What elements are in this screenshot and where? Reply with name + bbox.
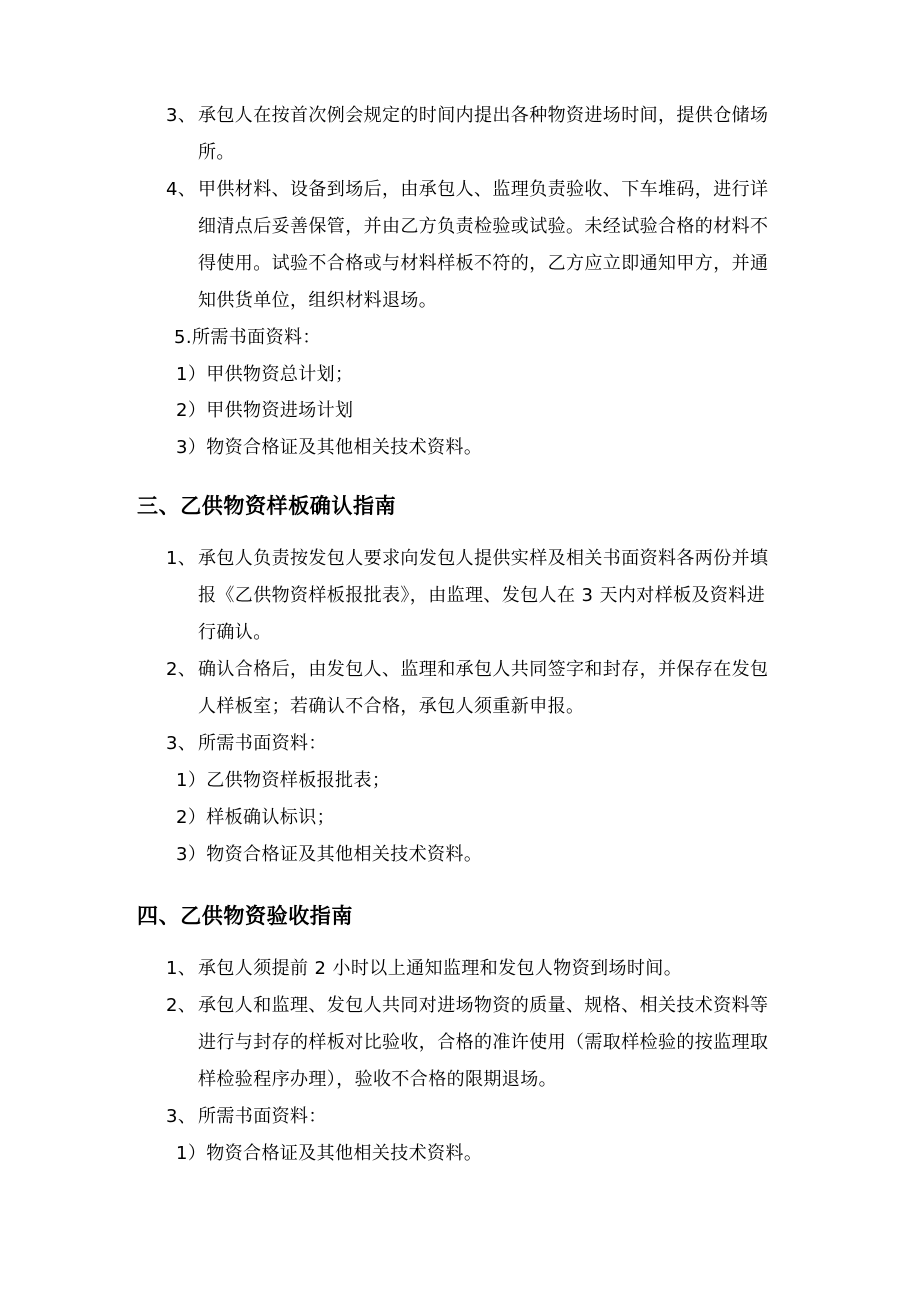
item-number: 3、 xyxy=(166,105,197,126)
paragraph-line: 所需书面资料： xyxy=(198,1106,327,1127)
item-number: 4、 xyxy=(166,179,197,200)
section-heading: 四、乙供物资验收指南 xyxy=(137,904,353,928)
item-number: 1、 xyxy=(166,548,197,569)
list-item: 3）物资合格证及其他相关技术资料。 xyxy=(176,437,483,458)
paragraph-line: 样检验程序办理），验收不合格的限期退场。 xyxy=(198,1069,557,1090)
item-number: 3、 xyxy=(166,1106,197,1127)
paragraph-line: 人样板室；若确认不合格，承包人须重新申报。 xyxy=(198,696,585,717)
list-item: 1）物资合格证及其他相关技术资料。 xyxy=(176,1143,483,1164)
paragraph-line: 进行与封存的样板对比验收，合格的准许使用（需取样检验的按监理取 xyxy=(198,1032,769,1053)
paragraph-line: 承包人负责按发包人要求向发包人提供实样及相关书面资料各两份并填 xyxy=(198,548,769,569)
paragraph-line: 知供货单位，组织材料退场。 xyxy=(198,290,438,311)
list-item: 2）样板确认标识； xyxy=(176,807,336,828)
paragraph-line: 所需书面资料： xyxy=(198,733,327,754)
paragraph-line: 承包人在按首次例会规定的时间内提出各种物资进场时间，提供仓储场 xyxy=(198,105,769,126)
paragraph-line: 行确认。 xyxy=(198,622,272,643)
list-item: 1）乙供物资样板报批表； xyxy=(176,770,391,791)
item-number: 3、 xyxy=(166,733,197,754)
paragraph-line: 得使用。试验不合格或与材料样板不符的，乙方应立即通知甲方，并通 xyxy=(198,253,769,274)
paragraph-line: 确认合格后，由发包人、监理和承包人共同签字和封存，并保存在发包 xyxy=(198,659,769,680)
paragraph-line: 细清点后妥善保管，并由乙方负责检验或试验。未经试验合格的材料不 xyxy=(198,216,769,237)
paragraph-line: 甲供材料、设备到场后，由承包人、监理负责验收、下车堆码，进行详 xyxy=(198,179,769,200)
paragraph-line: 承包人和监理、发包人共同对进场物资的质量、规格、相关技术资料等 xyxy=(198,995,769,1016)
list-item: 1）甲供物资总计划； xyxy=(176,364,354,385)
paragraph-line: 承包人须提前 2 小时以上通知监理和发包人物资到场时间。 xyxy=(198,958,683,979)
item-number: 1、 xyxy=(166,958,197,979)
section-heading: 三、乙供物资样板确认指南 xyxy=(137,494,397,518)
item-number: 2、 xyxy=(166,995,197,1016)
paragraph-line: 5.所需书面资料： xyxy=(174,327,321,348)
list-item: 3）物资合格证及其他相关技术资料。 xyxy=(176,844,483,865)
list-item: 2）甲供物资进场计划 xyxy=(176,400,354,421)
paragraph-line: 所。 xyxy=(198,142,235,163)
paragraph-line: 报《乙供物资样板报批表》，由监理、发包人在 3 天内对样板及资料进 xyxy=(198,585,766,606)
item-number: 2、 xyxy=(166,659,197,680)
